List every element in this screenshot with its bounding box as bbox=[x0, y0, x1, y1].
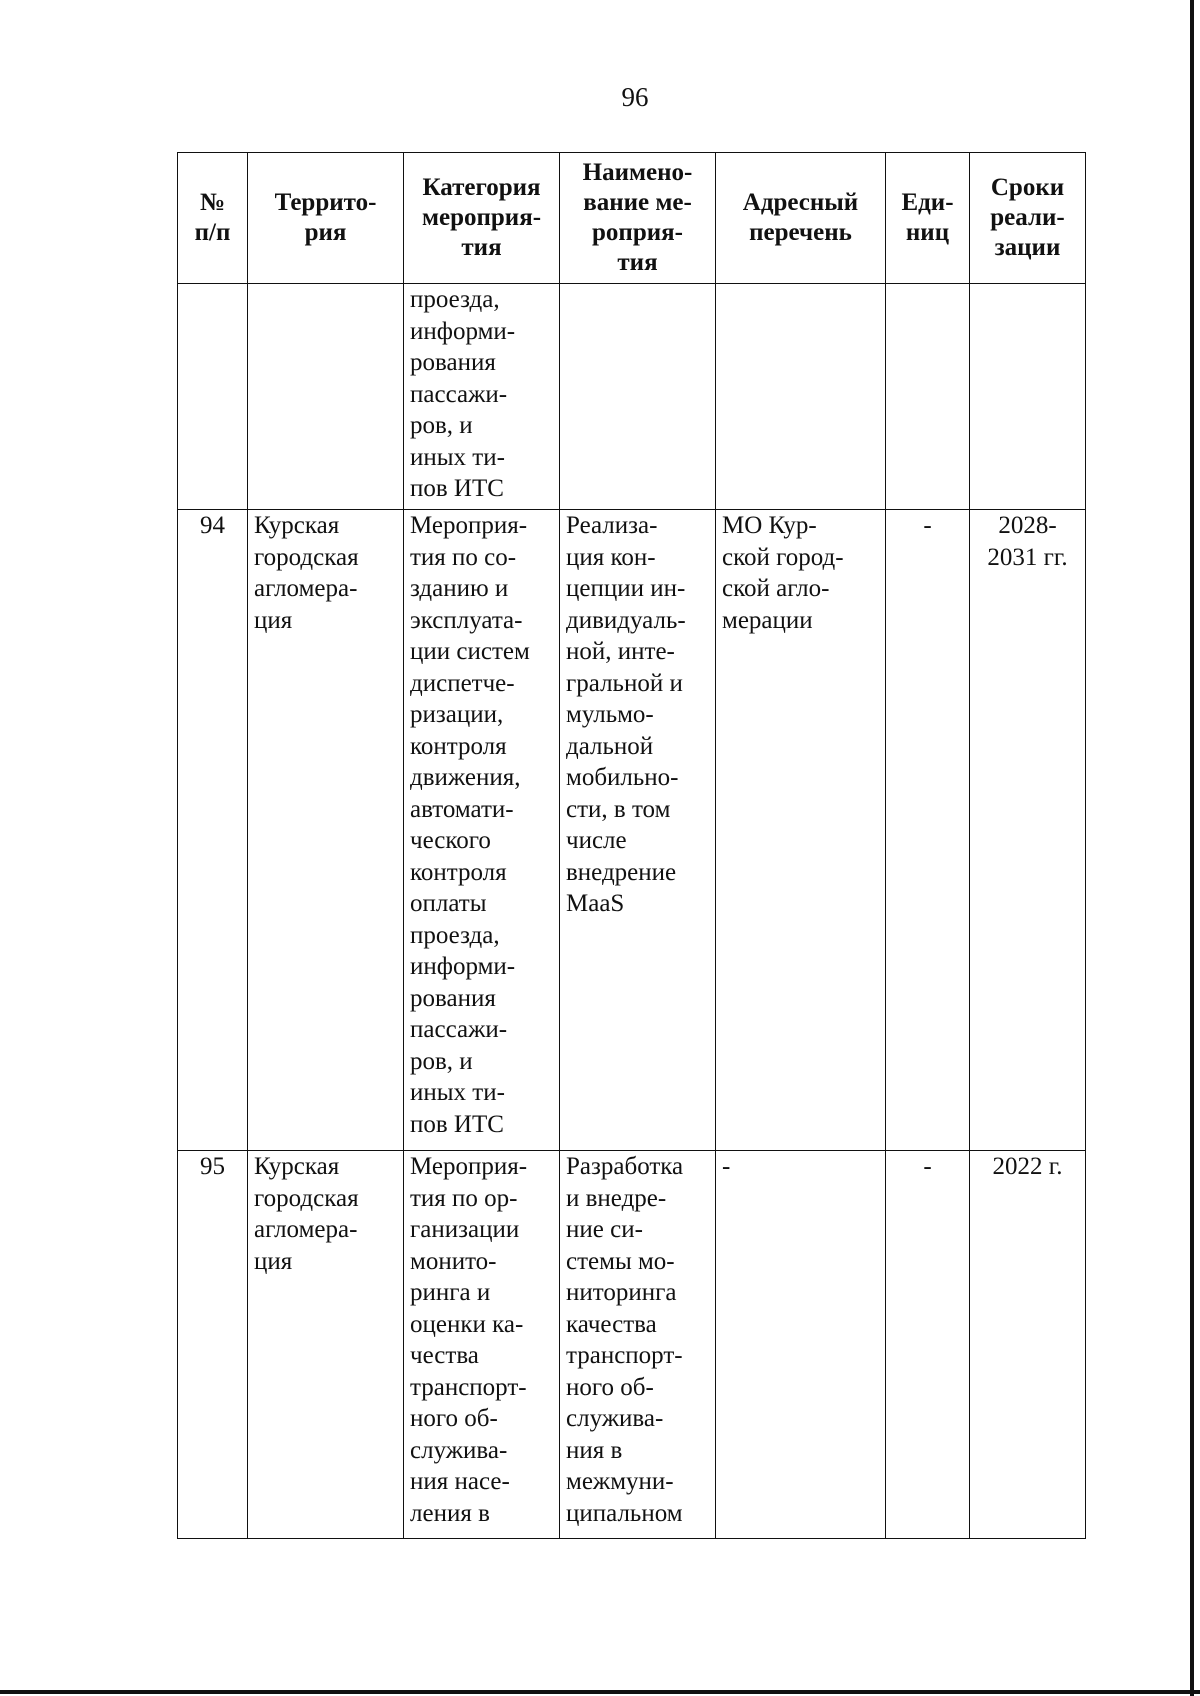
address-cell bbox=[716, 284, 886, 510]
category-cell: проезда, информи- рования пассажи- ров, и иных ти- пов ИТС bbox=[404, 284, 560, 510]
territory-cell: Курская городская агломера- ция bbox=[248, 510, 404, 1151]
header-category: Категория мероприя- тия bbox=[404, 153, 560, 284]
territory-cell bbox=[248, 284, 404, 510]
row-number-cell bbox=[178, 284, 248, 510]
header-units: Еди- ниц bbox=[886, 153, 970, 284]
timeline-cell bbox=[970, 284, 1086, 510]
row-number-cell: 95 bbox=[178, 1151, 248, 1539]
page-number: 96 bbox=[621, 82, 649, 112]
measure-name-cell bbox=[560, 284, 716, 510]
row-number-cell: 94 bbox=[178, 510, 248, 1151]
units-cell: - bbox=[886, 1151, 970, 1539]
page-border-right bbox=[1190, 0, 1194, 1696]
header-number: № п/п bbox=[178, 153, 248, 284]
table-header-row bbox=[178, 153, 1086, 284]
timeline-cell: 2028- 2031 гг. bbox=[970, 510, 1086, 1151]
table-row bbox=[178, 510, 1086, 1151]
address-cell: МО Кур- ской город- ской агло- мерации bbox=[716, 510, 886, 1151]
units-cell bbox=[886, 284, 970, 510]
measure-name-cell: Реализа- ция кон- цепции ин- дивидуаль- ной, инте- гральной и мульмо- дальной мобильно- сти, в том числе внедрение MaaS bbox=[560, 510, 716, 1151]
header-timeline: Сроки реали- зации bbox=[970, 153, 1086, 284]
measures-table bbox=[177, 152, 1086, 1539]
category-cell: Мероприя- тия по ор- ганизации монито- ринга и оценки ка- чества транспорт- ного об- служива- ния насе- ления в bbox=[404, 1151, 560, 1539]
timeline-cell: 2022 г. bbox=[970, 1151, 1086, 1539]
table-row bbox=[178, 1151, 1086, 1539]
category-cell: Мероприя- тия по со- зданию и эксплуата- ции систем диспетче- ризации, контроля движения, автомати- ческого контроля оплаты проезда, информи- рования пассажи- ров, и иных ти- пов ИТС bbox=[404, 510, 560, 1151]
measure-name-cell: Разработка и внедре- ние си- стемы мо- ниторинга качества транспорт- ного об- служива- ния в межмуни- ципальном bbox=[560, 1151, 716, 1539]
table-row bbox=[178, 284, 1086, 510]
units-cell: - bbox=[886, 510, 970, 1151]
territory-cell: Курская городская агломера- ция bbox=[248, 1151, 404, 1539]
header-address-list: Адресный перечень bbox=[716, 153, 886, 284]
page-border-bottom bbox=[0, 1690, 1200, 1694]
header-territory: Террито- рия bbox=[248, 153, 404, 284]
address-cell: - bbox=[716, 1151, 886, 1539]
header-measure-name: Наимено- вание ме- роприя- тия bbox=[560, 153, 716, 284]
